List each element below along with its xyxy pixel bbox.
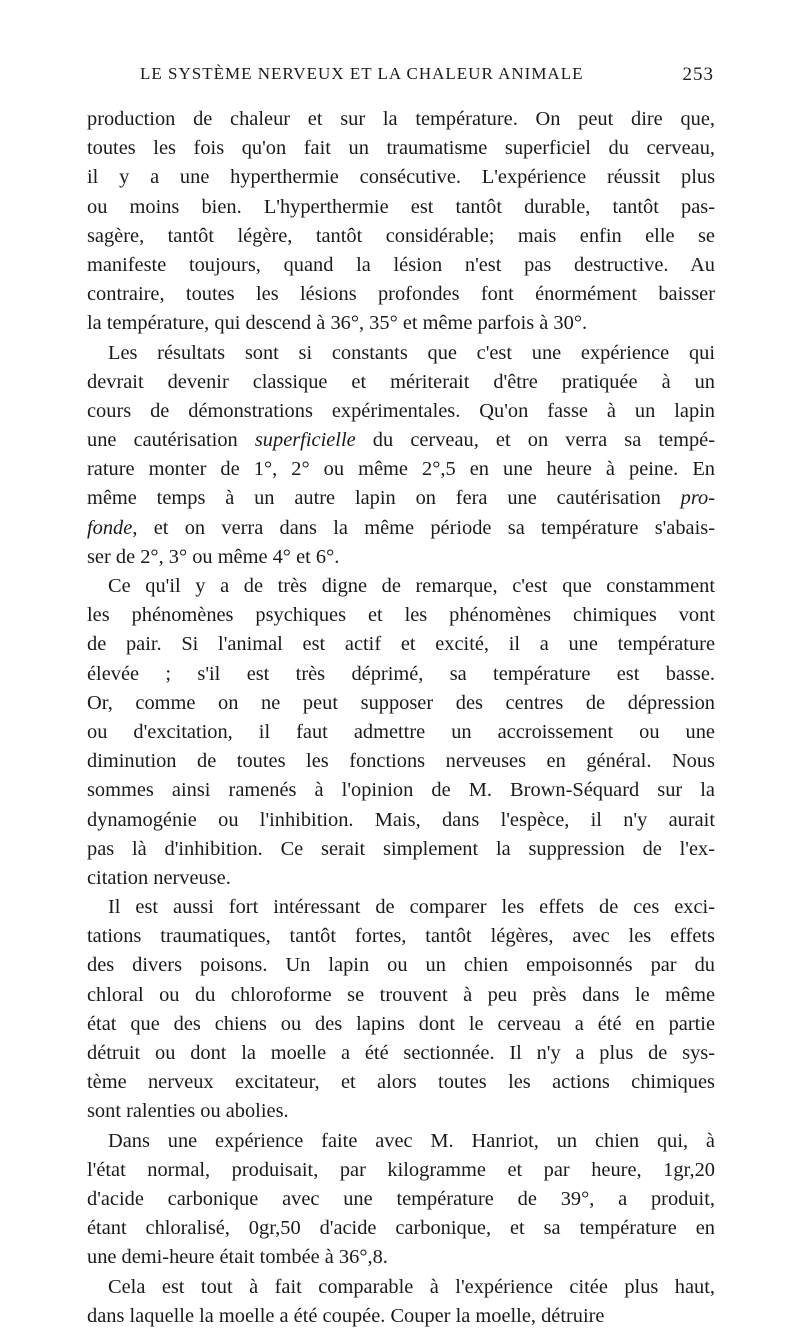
text-line: dynamogénie ou l'inhibition. Mais, dans l'espèce, il n'y aurait [87, 808, 715, 831]
paragraph [87, 1273, 715, 1331]
text-line: dans laquelle la moelle a été coupée. Couper la moelle, détruire [87, 1304, 605, 1327]
paragraph [87, 105, 715, 339]
text-line: fonde, et on verra dans la même période sa température s'abais- [87, 516, 715, 539]
text-line: étant chloralisé, 0gr,50 d'acide carbonique, et sa température en [87, 1217, 715, 1240]
text-line: ser de 2°, 3° ou même 4° et 6°. [87, 545, 340, 568]
text-line: devrait devenir classique et mériterait d'être pratiquée à un [87, 370, 715, 393]
text-line: état que des chiens ou des lapins dont le cerveau a été en partie [87, 1012, 715, 1035]
paragraph [87, 572, 715, 893]
text-line: ou moins bien. L'hyperthermie est tantôt durable, tantôt pas- [87, 195, 715, 218]
text-line: sagère, tantôt légère, tantôt considérable; mais enfin elle se [87, 224, 715, 247]
text-line: chloral ou du chloroforme se trouvent à peu près dans le même [87, 983, 715, 1006]
text-line: les phénomènes psychiques et les phénomènes chimiques vont [87, 604, 715, 627]
paragraph [87, 893, 715, 1127]
text-line: la température, qui descend à 36°, 35° et même parfois à 30°. [87, 312, 588, 335]
text-line: tations traumatiques, tantôt fortes, tantôt légères, avec les effets [87, 925, 715, 948]
text-line: Or, comme on ne peut supposer des centres de dépression [87, 691, 715, 714]
text-line: d'acide carbonique avec une température de 39°, a produit, [87, 1187, 715, 1210]
text-line: citation nerveuse. [87, 866, 231, 889]
text-line: diminution de toutes les fonctions nerveuses en général. Nous [87, 750, 715, 773]
text-line: Il est aussi fort intéressant de comparer les effets de ces exci- [108, 896, 715, 919]
page-header [140, 64, 714, 90]
text-line: il y a une hyperthermie consécutive. L'expérience réussit plus [87, 166, 715, 189]
text-line: rature monter de 1°, 2° ou même 2°,5 en une heure à peine. En [87, 458, 715, 481]
running-title: LE SYSTÈME NERVEUX ET LA CHALEUR ANIMALE [140, 64, 584, 83]
body-text [87, 105, 715, 1331]
page-number: 253 [682, 64, 714, 85]
text-line: de pair. Si l'animal est actif et excité, il a une température [87, 633, 715, 656]
text-line: une cautérisation superficielle du cerveau, et on verra sa tempé- [87, 429, 715, 452]
text-line: sommes ainsi ramenés à l'opinion de M. Brown-Séquard sur la [87, 779, 715, 802]
text-line: élevée ; s'il est très déprimé, sa température est basse. [87, 662, 715, 685]
text-line: pas là d'inhibition. Ce serait simplement la suppression de l'ex- [87, 837, 715, 860]
text-line: manifeste toujours, quand la lésion n'est pas destructive. Au [87, 253, 715, 276]
text-line: tème nerveux excitateur, et alors toutes les actions chimiques [87, 1071, 715, 1094]
text-line: sont ralenties ou abolies. [87, 1100, 289, 1123]
text-line: cours de démonstrations expérimentales. Qu'on fasse à un lapin [87, 399, 715, 422]
text-line: Ce qu'il y a de très digne de remarque, c'est que constamment [108, 575, 715, 597]
text-line: Les résultats sont si constants que c'est une expérience qui [108, 341, 715, 364]
text-line: ou d'excitation, il faut admettre un accroissement ou une [87, 720, 715, 743]
text-line: une demi-heure était tombée à 36°,8. [87, 1246, 388, 1269]
paragraph [87, 339, 715, 573]
text-line: Cela est tout à fait comparable à l'expérience citée plus haut, [108, 1275, 715, 1298]
text-line: des divers poisons. Un lapin ou un chien empoisonnés par du [87, 954, 715, 977]
text-line: même temps à un autre lapin on fera une cautérisation pro- [87, 487, 715, 510]
text-line: production de chaleur et sur la température. On peut dire que, [87, 108, 715, 130]
text-line: contraire, toutes les lésions profondes font énormément baisser [87, 283, 715, 306]
text-line: Dans une expérience faite avec M. Hanriot, un chien qui, à [108, 1129, 715, 1152]
text-line: toutes les fois qu'on fait un traumatisme superficiel du cerveau, [87, 137, 715, 160]
text-line: l'état normal, produisait, par kilogramme et par heure, 1gr,20 [87, 1158, 715, 1181]
paragraph [87, 1127, 715, 1273]
text-line: détruit ou dont la moelle a été sectionnée. Il n'y a plus de sys- [87, 1042, 715, 1064]
